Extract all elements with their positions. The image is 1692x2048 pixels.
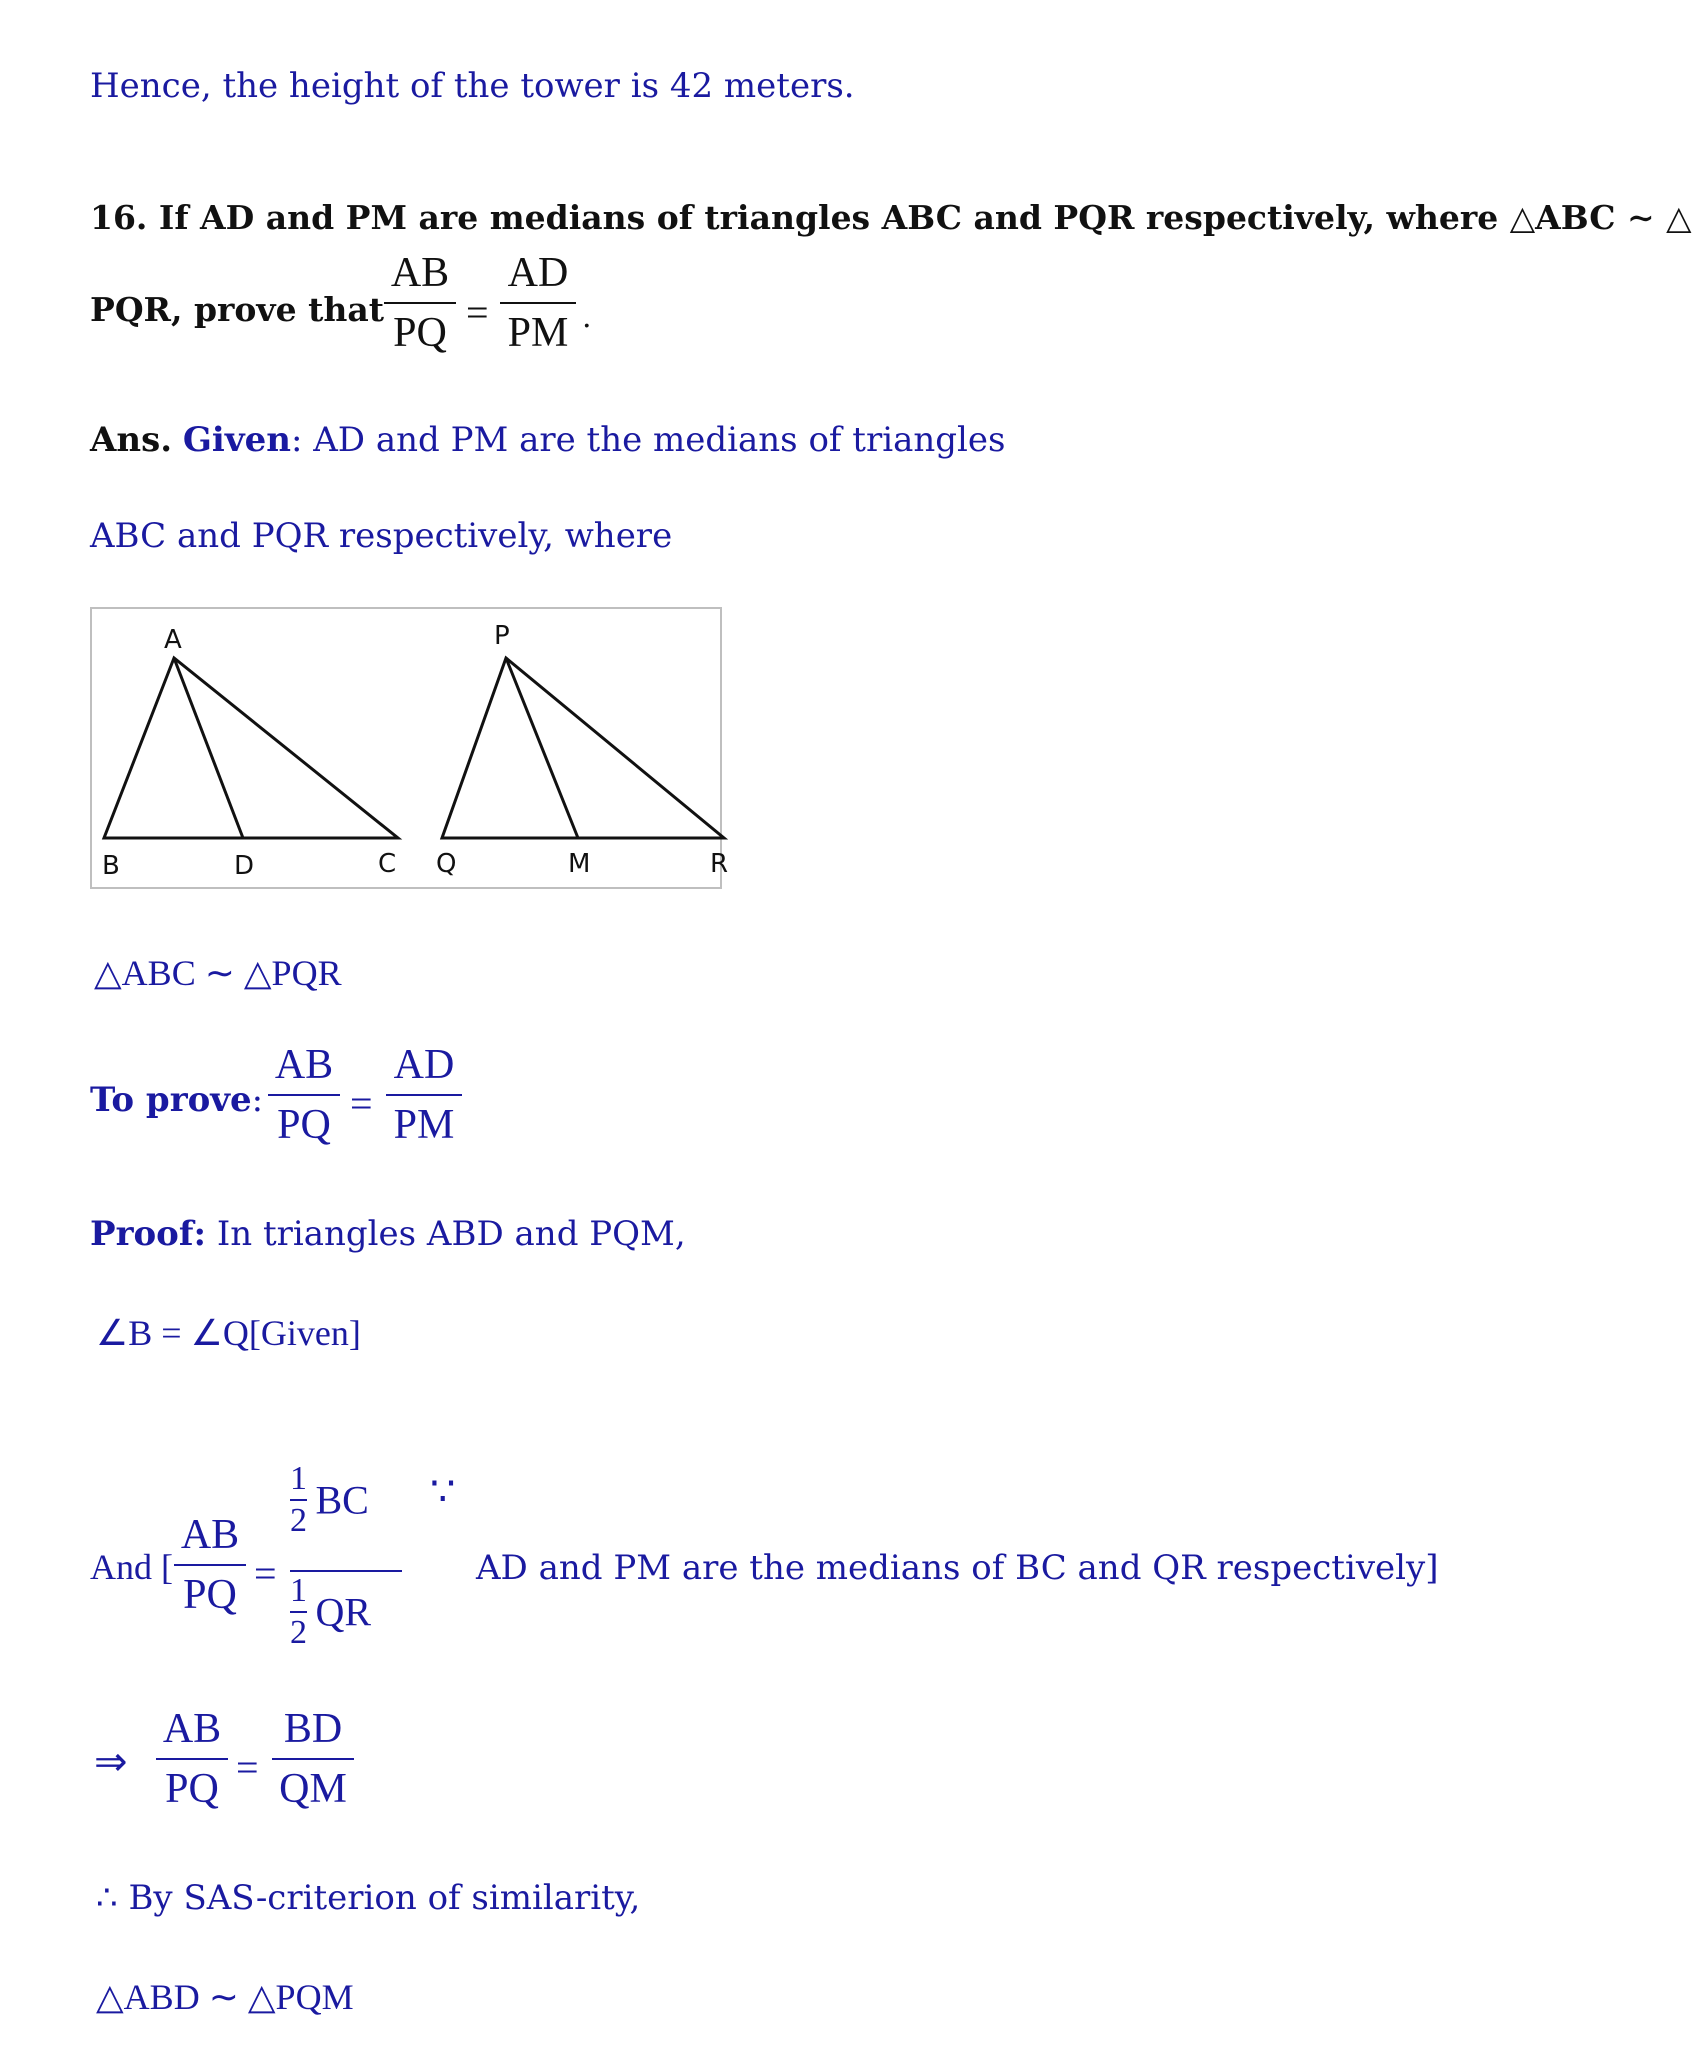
half-fraction (290, 1574, 307, 1650)
label-a: A (164, 625, 182, 655)
to-prove-fraction-ab-pq (268, 1044, 340, 1146)
label-p: P (494, 621, 510, 651)
proof-line (90, 1214, 686, 1254)
equals-sign: = (350, 1081, 373, 1126)
proof-label: Proof: (90, 1214, 207, 1254)
fraction-numerator: AB (274, 1042, 334, 1088)
label-d: D (234, 851, 255, 881)
implies-fraction-ab-pq (156, 1708, 228, 1810)
half-numerator: 1 (290, 1460, 307, 1497)
to-prove-fraction-ad-pm (386, 1044, 462, 1146)
implies-fraction-bd-qm (272, 1708, 354, 1810)
label-r: R (710, 849, 729, 879)
fraction-bar (290, 1499, 307, 1501)
fraction-bar (386, 1094, 462, 1096)
equals-sign: = (466, 290, 489, 335)
fraction-denominator: QM (279, 1766, 347, 1812)
conclusion-line: Hence, the height of the tower is 42 meters. (90, 66, 855, 106)
figure-border (91, 608, 721, 888)
fraction-bar (384, 302, 456, 304)
label-b: B (102, 851, 120, 881)
answer-given-line (90, 420, 1005, 460)
fraction-denominator: PQ (277, 1102, 331, 1148)
fraction-denominator: PM (393, 1102, 455, 1148)
question-fraction-ad-pm (500, 252, 576, 354)
half-denominator: 2 (290, 1502, 307, 1539)
because-symbol: ∵ (430, 1469, 456, 1514)
fraction-bar (272, 1758, 354, 1760)
fraction-bar (268, 1094, 340, 1096)
question-fraction-ab-pq (384, 252, 456, 354)
fraction-bar (500, 302, 576, 304)
half-bc (290, 1462, 369, 1538)
fraction-denominator: PQ (165, 1766, 219, 1812)
qr-text: QR (315, 1589, 372, 1635)
fraction-bar (156, 1758, 228, 1760)
question-line-1: 16. If AD and PM are medians of triangles ABC and PQR respectively, where △ABC ∼ △ (90, 198, 1692, 237)
sas-criterion-line: ∴ By SAS-criterion of similarity, (96, 1878, 641, 1918)
fraction-denominator: PQ (183, 1572, 237, 1618)
to-prove-line (90, 1080, 263, 1120)
triangles-figure (88, 588, 738, 898)
fraction-numerator: AD (507, 250, 569, 296)
bc-text: BC (315, 1477, 369, 1523)
given-label: Given (182, 420, 291, 460)
final-similarity-statement: △ABD ∼ △PQM (96, 1977, 354, 2017)
fraction-numerator: AB (180, 1512, 240, 1558)
given-text: : AD and PM are the medians of triangles (290, 420, 1006, 460)
to-prove-label: To prove (90, 1080, 252, 1120)
half-numerator: 1 (290, 1572, 307, 1609)
equals-sign: = (254, 1551, 277, 1596)
fraction-denominator: PQ (393, 310, 447, 356)
question-period: . (582, 300, 592, 335)
triangle-pqr (442, 658, 724, 838)
median-reason: AD and PM are the medians of BC and QR respectively] (476, 1548, 1439, 1588)
half-fraction (290, 1462, 307, 1538)
fraction-bar (174, 1564, 246, 1566)
fraction-numerator: AD (393, 1042, 455, 1088)
label-m: M (568, 849, 591, 879)
half-qr (290, 1574, 371, 1650)
given-text-continued: ABC and PQR respectively, where (90, 516, 673, 556)
and-label: And [ (90, 1547, 173, 1587)
answer-label: Ans. (90, 420, 173, 460)
median-pm (506, 658, 578, 838)
angle-equality: ∠B = ∠Q[Given] (96, 1313, 361, 1353)
label-c: C (378, 849, 397, 879)
fraction-numerator: AB (390, 250, 450, 296)
label-q: Q (436, 849, 457, 879)
similarity-statement: △ABC ∼ △PQR (94, 953, 342, 993)
and-fraction-ab-pq (174, 1514, 246, 1616)
triangle-abc (104, 658, 398, 838)
fraction-bar (290, 1611, 307, 1613)
fraction-denominator: PM (507, 310, 569, 356)
question-line-2: PQR, prove that (90, 290, 384, 329)
fraction-numerator: AB (162, 1706, 222, 1752)
proof-text: In triangles ABD and PQM, (206, 1214, 686, 1254)
implies-arrow: ⇒ (94, 1739, 128, 1784)
equals-sign: = (236, 1745, 259, 1790)
fraction-numerator: BD (283, 1706, 343, 1752)
half-denominator: 2 (290, 1614, 307, 1651)
to-prove-colon: : (251, 1080, 264, 1120)
